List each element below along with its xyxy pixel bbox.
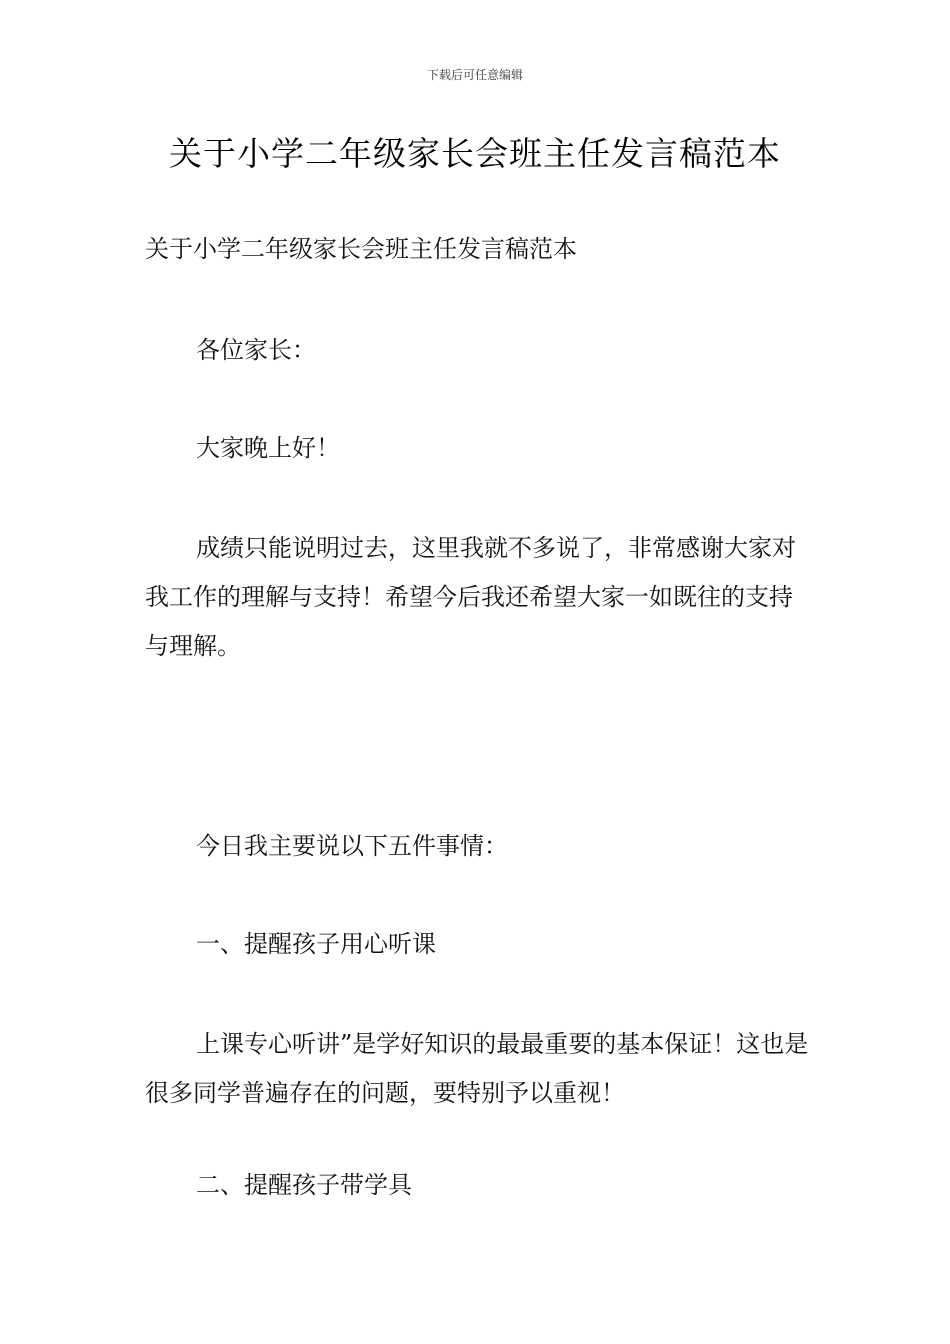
greeting-paragraph: 各位家长： (196, 336, 316, 364)
header-note: 下载后可任意编辑 (426, 68, 523, 82)
item2-heading: 二、提醒孩子带学具 (196, 1171, 412, 1199)
thanks-paragraph: 成绩只能说明过去，这里我就不多说了，非常感谢大家对我工作的理解与支持！希望今后我还希望大家一如既往的支持与理解。 (145, 534, 796, 660)
document-title: 关于小学二年级家长会班主任发言稿范本 (169, 134, 781, 173)
item1-heading: 一、提醒孩子用心听课 (196, 930, 436, 958)
intro-paragraph: 今日我主要说以下五件事情： (196, 832, 508, 860)
subtitle-paragraph: 关于小学二年级家长会班主任发言稿范本 (145, 235, 577, 263)
item1-body-paragraph: 上课专心听讲”是学好知识的最最重要的基本保证！这也是很多同学普遍存在的问题，要特别予以重视！ (145, 1030, 809, 1107)
hello-paragraph: 大家晚上好！ (196, 434, 340, 462)
